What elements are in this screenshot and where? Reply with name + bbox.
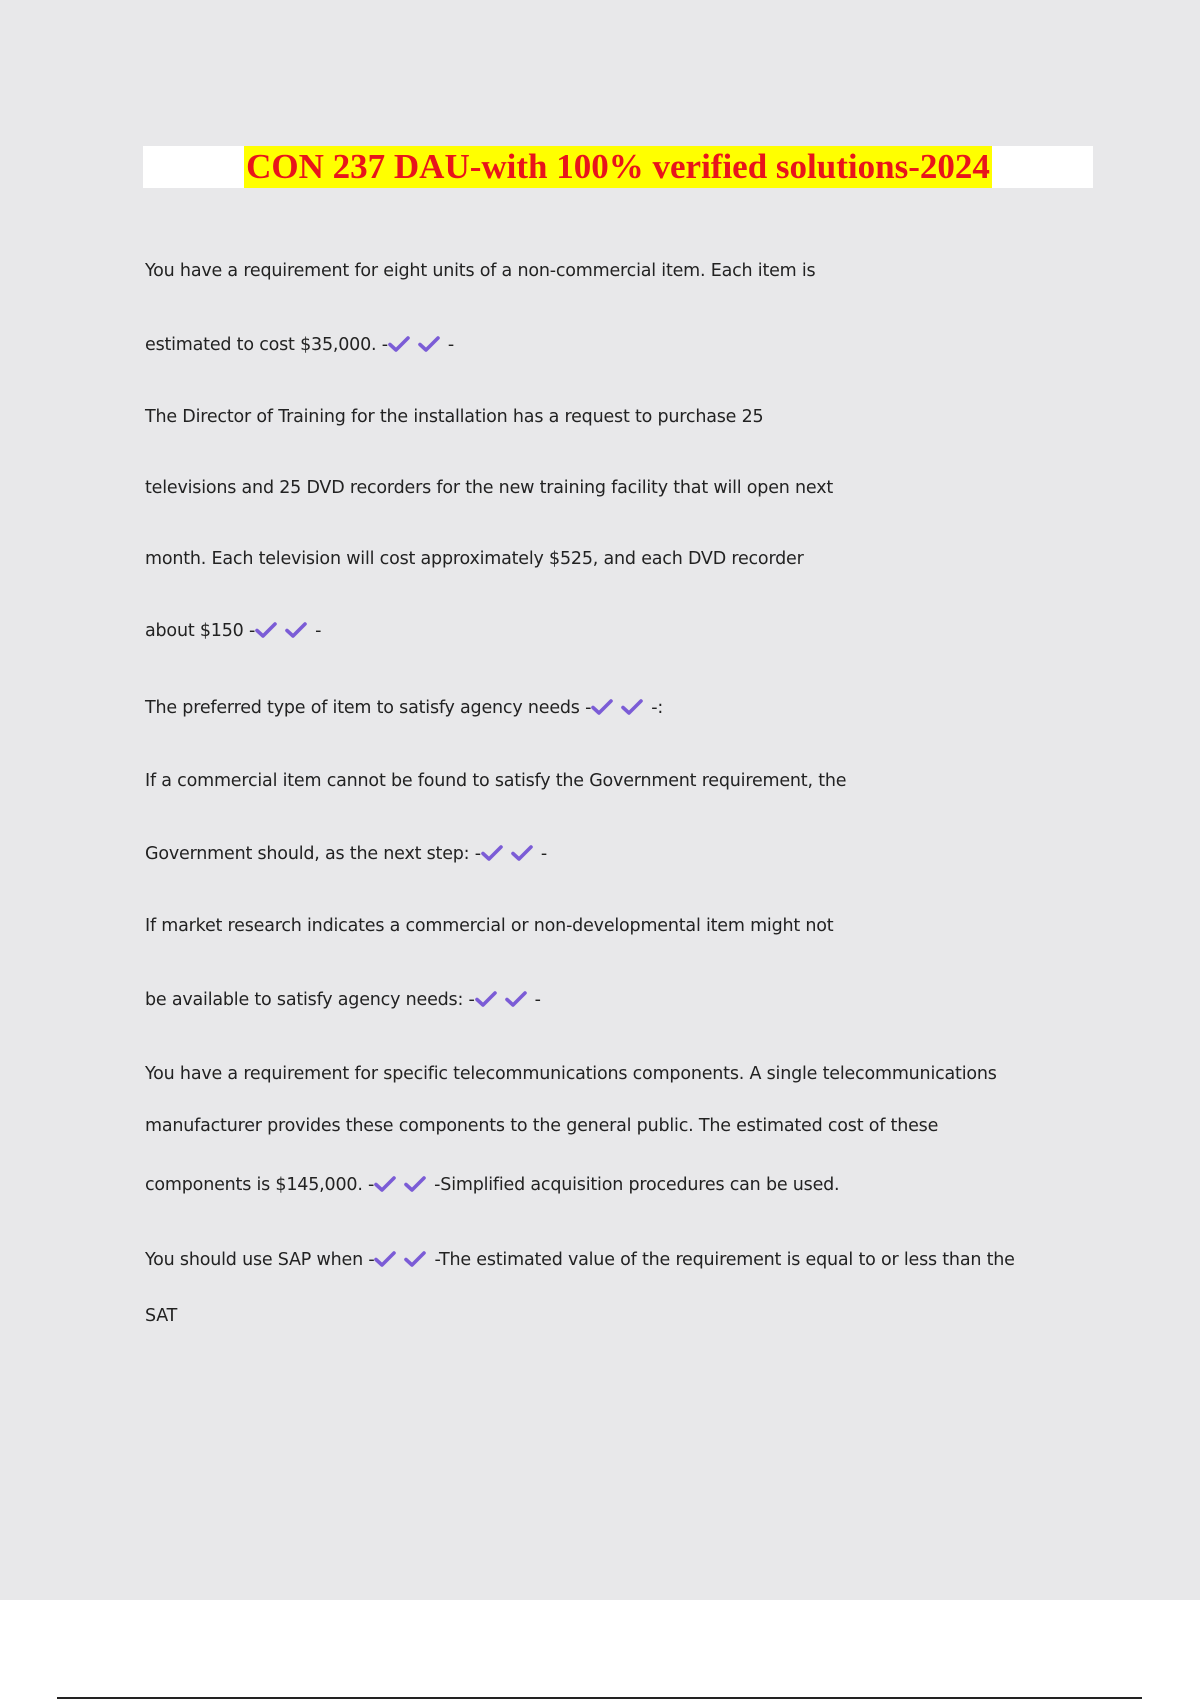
line-answer: -: xyxy=(651,698,664,718)
checkmark-icon xyxy=(418,336,440,352)
document-title: CON 237 DAU-with 100% verified solutions-2024 xyxy=(246,147,990,186)
line-answer: - xyxy=(534,990,541,1010)
line-text: televisions and 25 DVD recorders for the new training facility that will open next xyxy=(145,478,834,498)
text-line xyxy=(145,1115,938,1137)
checkmark-icon xyxy=(285,622,307,638)
checkmark-icon xyxy=(481,845,503,861)
line-text: If a commercial item cannot be found to satisfy the Government requirement, the xyxy=(145,771,847,791)
line-text: You should use SAP when - xyxy=(145,1250,375,1270)
text-line xyxy=(145,548,804,570)
text-line xyxy=(145,620,321,642)
text-line xyxy=(145,406,763,428)
title-banner xyxy=(143,146,1093,188)
line-text: components is $145,000. - xyxy=(145,1175,375,1195)
text-line xyxy=(145,1305,177,1327)
footer-divider xyxy=(57,1697,1142,1699)
checkmark-icon xyxy=(388,336,410,352)
checkmark-icon xyxy=(374,1251,396,1267)
line-text: You have a requirement for specific telecommunications components. A single telecommunications xyxy=(145,1064,997,1084)
line-answer: - xyxy=(540,844,547,864)
checkmark-icon xyxy=(511,845,533,861)
line-answer: - xyxy=(447,335,455,355)
line-text: SAT xyxy=(145,1306,178,1326)
line-text: You have a requirement for eight units of a non-commercial item. Each item is xyxy=(145,261,816,281)
line-answer: -The estimated value of the requirement is equal to or less than the xyxy=(434,1250,1015,1270)
line-text: estimated to cost $35,000. - xyxy=(145,335,388,355)
text-line xyxy=(145,915,833,937)
line-text: about $150 - xyxy=(145,621,256,641)
line-text: Government should, as the next step: - xyxy=(145,844,481,864)
text-line xyxy=(145,989,541,1011)
line-text: month. Each television will cost approximately $525, and each DVD recorder xyxy=(145,549,804,569)
text-line xyxy=(145,697,663,719)
line-text: The Director of Training for the installation has a request to purchase 25 xyxy=(145,407,764,427)
checkmark-icon xyxy=(255,622,277,638)
line-text: manufacturer provides these components to the general public. The estimated cost of these xyxy=(145,1116,939,1136)
text-line xyxy=(145,1249,1015,1271)
text-line xyxy=(145,334,454,356)
checkmark-icon xyxy=(374,1176,396,1192)
checkmark-icon xyxy=(591,699,613,715)
checkmark-icon xyxy=(621,699,643,715)
text-line xyxy=(145,843,547,865)
line-text: be available to satisfy agency needs: - xyxy=(145,990,475,1010)
text-line xyxy=(145,1174,839,1196)
text-line xyxy=(145,770,846,792)
checkmark-icon xyxy=(404,1176,426,1192)
text-line xyxy=(145,1063,997,1085)
text-line xyxy=(145,260,815,282)
line-answer: -Simplified acquisition procedures can be used. xyxy=(434,1175,840,1195)
line-answer: - xyxy=(315,621,322,641)
checkmark-icon xyxy=(404,1251,426,1267)
line-text: The preferred type of item to satisfy agency needs - xyxy=(145,698,592,718)
checkmark-icon xyxy=(475,991,497,1007)
checkmark-icon xyxy=(505,991,527,1007)
line-text: If market research indicates a commercial or non-developmental item might not xyxy=(145,916,834,936)
text-line xyxy=(145,477,833,499)
